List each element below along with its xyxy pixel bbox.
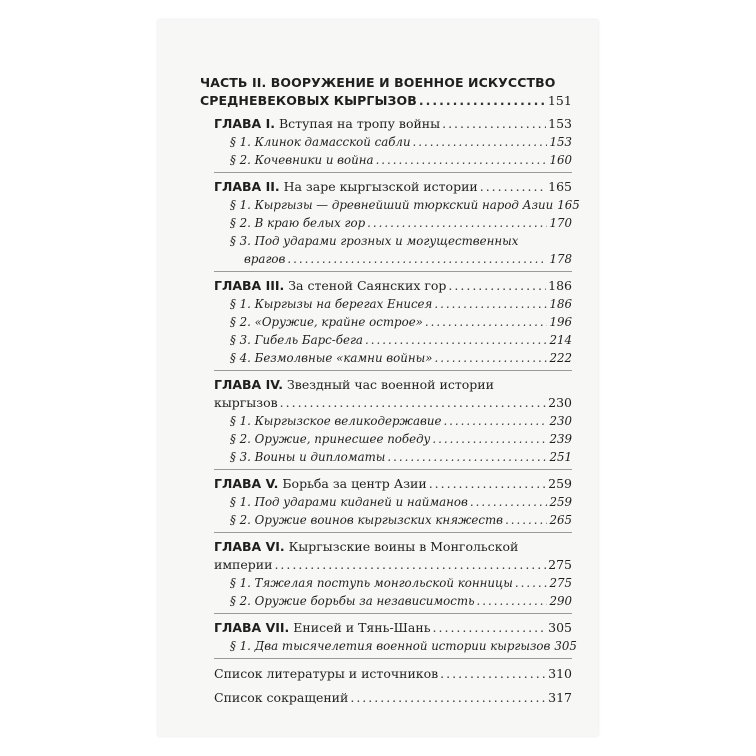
section-entry	[200, 349, 572, 367]
chapter-title	[214, 539, 518, 554]
chapter-title	[214, 178, 478, 196]
section-title: § 3. Под ударами грозных и могущественных	[230, 234, 519, 248]
back-matter-entry	[200, 665, 572, 683]
chapter-name: Кыргызские воины в Монгольской	[284, 539, 519, 554]
section-title: § 3. Гибель Барс-бега	[230, 333, 363, 347]
chapter-heading	[200, 376, 572, 394]
section-title: § 1. Клинок дамасской сабли	[230, 135, 411, 149]
chapter-heading	[200, 178, 572, 196]
chapter-label: ГЛАВА V.	[214, 476, 279, 491]
leader-dots	[515, 574, 548, 592]
leader-dots	[440, 665, 546, 683]
page-number: 165	[548, 179, 572, 194]
leader-dots	[442, 115, 546, 133]
chapter-name-continued: империи	[214, 557, 273, 572]
page-number: 239	[549, 432, 572, 446]
part-title-line-1: ЧАСТЬ II. ВООРУЖЕНИЕ И ВОЕННОЕ ИСКУССТВО	[200, 75, 556, 90]
leader-dots	[480, 178, 546, 196]
divider	[214, 172, 572, 173]
leader-dots	[387, 448, 547, 466]
page-number: 275	[548, 557, 572, 572]
page-number: 153	[548, 116, 572, 131]
part-title-line-2: СРЕДНЕВЕКОВЫХ КЫРГЫЗОВ	[200, 93, 417, 108]
divider	[214, 370, 572, 371]
leader-dots	[376, 151, 548, 169]
chapter-heading	[200, 619, 572, 637]
leader-dots	[350, 689, 546, 707]
chapter-label: ГЛАВА IV.	[214, 377, 284, 392]
leader-dots	[477, 592, 548, 610]
back-matter-title: Список сокращений	[214, 690, 349, 705]
chapter-title	[214, 619, 431, 637]
chapter-name: Вступая на тропу войны	[274, 116, 441, 131]
chapter-title	[214, 277, 446, 295]
leader-dots	[432, 430, 547, 448]
chapter-label: ГЛАВА II.	[214, 179, 280, 194]
leader-dots	[433, 619, 547, 637]
leader-dots	[419, 92, 546, 110]
divider	[214, 613, 572, 614]
leader-dots	[280, 394, 546, 412]
divider	[214, 271, 572, 272]
leader-dots	[365, 331, 548, 349]
section-title: § 1. Кыргызы на берегах Енисея	[230, 297, 433, 311]
divider	[214, 532, 572, 533]
page-number: 186	[549, 297, 572, 311]
leader-dots	[443, 412, 547, 430]
page-number: 151	[547, 93, 572, 108]
section-entry	[200, 511, 572, 529]
divider	[214, 658, 572, 659]
section-entry	[200, 592, 572, 610]
section-entry	[200, 196, 580, 214]
section-entry	[200, 637, 577, 655]
leader-dots	[425, 313, 548, 331]
leader-dots	[274, 556, 546, 574]
chapter-name: За стеной Саянских гор	[284, 278, 447, 293]
page-number: 305	[554, 639, 577, 653]
chapter-title	[214, 115, 440, 133]
page-number: 153	[549, 135, 572, 149]
page-number: 186	[548, 278, 572, 293]
chapter-heading	[200, 475, 572, 493]
leader-dots	[287, 250, 547, 268]
page-number: 160	[549, 153, 572, 167]
section-title: § 3. Воины и дипломаты	[230, 450, 386, 464]
page-number: 178	[549, 252, 572, 266]
chapter-title	[214, 475, 427, 493]
section-title: § 2. В краю белых гор	[230, 216, 366, 230]
part-heading	[200, 74, 572, 92]
leader-dots	[434, 349, 547, 367]
leader-dots	[413, 133, 548, 151]
section-entry	[200, 151, 572, 169]
section-title: § 1. Тяжелая поступь монгольской конницы	[230, 576, 513, 590]
section-title: § 1. Кыргызское великодержавие	[230, 414, 442, 428]
section-title: § 1. Под ударами киданей и найманов	[230, 495, 468, 509]
section-entry	[200, 331, 572, 349]
section-entry	[200, 313, 572, 331]
page-number: 259	[549, 495, 572, 509]
page-number: 230	[549, 414, 572, 428]
part-heading-line-2	[200, 92, 572, 110]
chapter-name-continued: кыргызов	[214, 395, 278, 410]
page-number: 214	[549, 333, 572, 347]
section-entry	[200, 493, 572, 511]
section-entry	[200, 448, 572, 466]
section-title: § 1. Два тысячелетия военной истории кыргызов	[230, 639, 551, 653]
page-number: 251	[549, 450, 572, 464]
page-number: 222	[549, 351, 572, 365]
table-of-contents	[200, 74, 580, 707]
page-number: 230	[548, 395, 572, 410]
chapter-heading	[200, 115, 572, 133]
page-number: 259	[548, 476, 572, 491]
section-title: § 2. Кочевники и война	[230, 153, 374, 167]
section-title: § 1. Кыргызы — древнейший тюркский народ Азии	[230, 198, 554, 212]
back-matter-entry	[200, 689, 572, 707]
page-number: 317	[548, 690, 572, 705]
leader-dots	[470, 493, 548, 511]
chapter-heading	[200, 538, 572, 556]
section-entry	[200, 133, 572, 151]
page-number: 165	[557, 198, 580, 212]
chapter-heading	[200, 277, 572, 295]
chapter-label: ГЛАВА III.	[214, 278, 285, 293]
chapter-title	[214, 377, 494, 392]
section-entry	[200, 430, 572, 448]
section-entry	[200, 214, 572, 232]
leader-dots	[434, 295, 547, 313]
page-number: 290	[549, 594, 572, 608]
chapter-label: ГЛАВА VII.	[214, 620, 290, 635]
page-number: 275	[549, 576, 572, 590]
section-title: § 2. Оружие, принесшее победу	[230, 432, 431, 446]
leader-dots	[367, 214, 547, 232]
section-title: § 2. Оружие воинов кыргызских княжеств	[230, 513, 504, 527]
chapter-name: Звездный час военной истории	[283, 377, 494, 392]
section-title: § 2. Оружие борьбы за независимость	[230, 594, 475, 608]
leader-dots	[505, 511, 547, 529]
chapter-heading-continued	[200, 556, 572, 574]
chapter-name: Енисей и Тянь-Шань	[289, 620, 431, 635]
section-title: § 2. «Оружие, крайне острое»	[230, 315, 423, 329]
page-number: 196	[549, 315, 572, 329]
leader-dots	[429, 475, 546, 493]
chapter-label: ГЛАВА I.	[214, 116, 275, 131]
page-number: 310	[548, 666, 572, 681]
section-entry	[200, 574, 572, 592]
section-title: § 4. Безмолвные «камни войны»	[230, 351, 433, 365]
section-entry-continued	[200, 250, 572, 268]
page-number: 305	[548, 620, 572, 635]
back-matter-title: Список литературы и источников	[214, 666, 439, 681]
page-number: 265	[549, 513, 572, 527]
leader-dots	[448, 277, 546, 295]
page-number: 170	[549, 216, 572, 230]
chapter-label: ГЛАВА VI.	[214, 539, 285, 554]
chapter-heading-continued	[200, 394, 572, 412]
chapter-name: Борьба за центр Азии	[278, 476, 427, 491]
divider	[214, 469, 572, 470]
section-entry	[200, 412, 572, 430]
section-entry	[200, 295, 572, 313]
chapter-name: На заре кыргызской истории	[279, 179, 478, 194]
section-entry	[200, 232, 572, 250]
section-title-continued: врагов	[244, 252, 286, 266]
